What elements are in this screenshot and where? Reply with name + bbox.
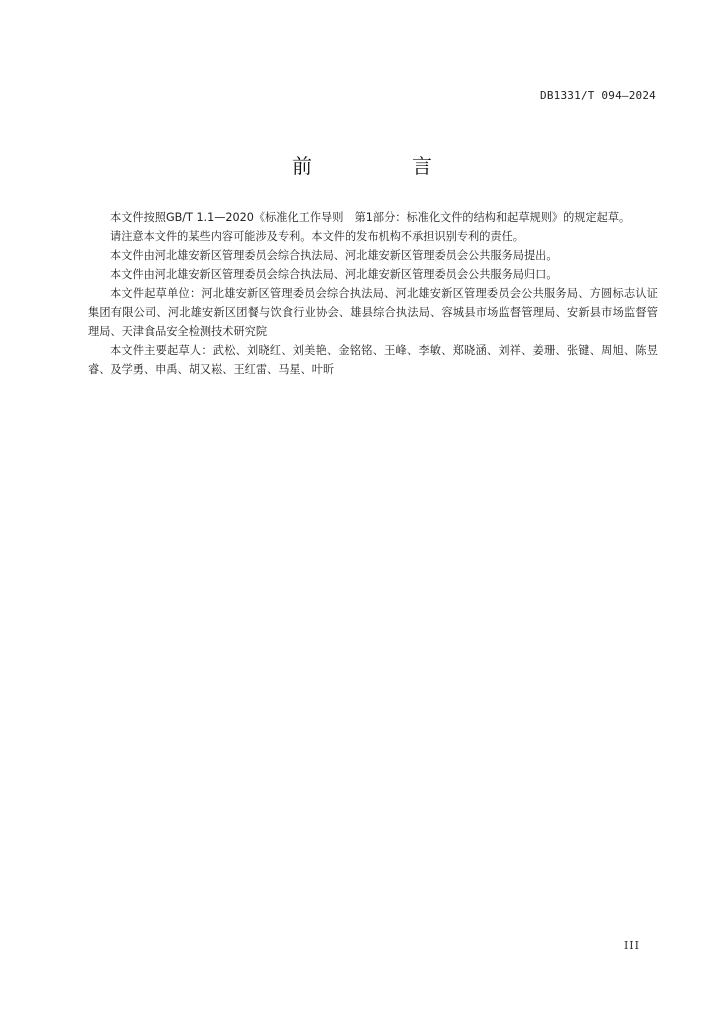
paragraph-patent-notice: 请注意本文件的某些内容可能涉及专利。本文件的发布机构不承担识别专利的责任。 xyxy=(110,230,524,243)
paragraph-proposed-by: 本文件由河北雄安新区管理委员会综合执法局、河北雄安新区管理委员会公共服务局提出。 xyxy=(110,249,558,262)
paragraph-drafting-rules: 本文件按照GB/T 1.1—2020《标准化工作导则 第1部分：标准化文件的结构和起草规则》的规定起草。 xyxy=(110,211,631,224)
page-title: 前 言 xyxy=(292,154,472,178)
paragraph-drafters: 本文件主要起草人：武松、刘晓红、刘美艳、金铭铭、王峰、李敏、郑晓涵、刘祥、姜珊、张键、周旭、陈昱睿、及学勇、申禹、胡又崧、王红雷、马星、叶昕 xyxy=(88,344,658,376)
paragraph-centralized-by: 本文件由河北雄安新区管理委员会综合执法局、河北雄安新区管理委员会公共服务局归口。 xyxy=(110,268,558,281)
page-number: III xyxy=(623,939,640,952)
document-code: DB1331/T 094—2024 xyxy=(540,89,656,102)
paragraph-drafting-units: 本文件起草单位：河北雄安新区管理委员会综合执法局、河北雄安新区管理委员会公共服务局、方圆标志认证集团有限公司、河北雄安新区团餐与饮食行业协会、雄县综合执法局、容城县市场监督管理局、安新县市场监督管理局、天津食品安全检测技术研究院 xyxy=(88,287,658,338)
foreword-body xyxy=(88,208,658,379)
